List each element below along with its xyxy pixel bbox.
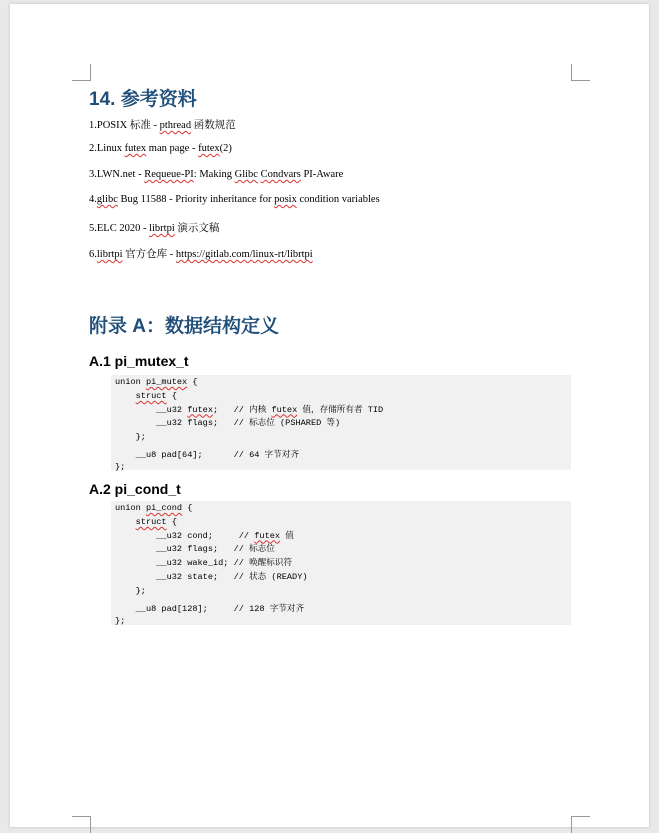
reference-item <box>89 117 236 132</box>
spellcheck-flagged-word: futex <box>198 143 220 154</box>
code-line <box>115 390 571 404</box>
code-line <box>115 543 571 557</box>
document-page <box>10 4 649 827</box>
spellcheck-flagged-word: posix <box>274 194 297 205</box>
reference-number: 4. <box>89 194 97 205</box>
text-run: __u8 pad[64]; // 64 字节对齐 <box>115 449 299 460</box>
text-run: __u8 pad[128]; // 128 字节对齐 <box>115 603 305 614</box>
text-run: 值，存储所有者 TID <box>297 404 384 415</box>
appendix-heading: 附录 A：数据结构定义 <box>89 316 280 337</box>
reference-item <box>89 143 232 154</box>
code-line <box>115 615 571 629</box>
spellcheck-flagged-word: pi_cond <box>145 503 183 513</box>
spellcheck-flagged-word: Condvars <box>260 169 301 180</box>
spellcheck-flagged-word: struct <box>135 516 167 527</box>
crop-mark-top-right <box>571 64 590 81</box>
text-run: POSIX 标准 - <box>96 120 160 131</box>
reference-number: 6. <box>89 249 97 260</box>
text-run: __u32 flags; // 标志位 (PSHARED 等) <box>115 418 341 429</box>
spellcheck-flagged-word: futex <box>254 530 281 541</box>
spellcheck-flagged-word: https://gitlab.com/linux-rt/librtpi <box>175 249 313 260</box>
text-run: union <box>115 377 146 387</box>
text-run: condition variables <box>296 194 380 205</box>
code-line <box>115 445 571 461</box>
text-run: { <box>166 516 177 527</box>
text-run: }; <box>115 615 126 626</box>
text-run: PI-Aware <box>300 169 344 180</box>
reference-number: 5. <box>89 223 97 234</box>
text-run <box>115 517 136 527</box>
code-block-pi-cond <box>111 501 571 625</box>
code-line <box>115 431 571 445</box>
reference-number: 3. <box>89 169 97 180</box>
text-run: LWN.net - <box>96 169 145 180</box>
text-run: __u32 cond; // <box>115 530 255 541</box>
text-run: { <box>187 377 198 387</box>
text-run: __u32 state; // 状态 (READY) <box>115 571 308 582</box>
text-run: 值 <box>280 530 294 541</box>
reference-number: 2. <box>89 143 97 154</box>
text-run: }; <box>115 585 146 596</box>
section-title: 参考资料 <box>120 89 197 110</box>
reference-item <box>89 194 380 205</box>
code-line <box>115 585 571 599</box>
spellcheck-flagged-word: pthread <box>159 120 192 131</box>
reference-item <box>89 220 219 235</box>
text-run: { <box>182 503 193 513</box>
text-run: union <box>115 503 146 513</box>
code-line <box>115 404 571 418</box>
code-line <box>115 516 571 530</box>
spellcheck-flagged-word: futex <box>124 143 147 154</box>
spellcheck-flagged-word: pi_mutex <box>145 377 188 387</box>
text-run: (2) <box>219 143 232 154</box>
code-line <box>115 461 571 475</box>
spellcheck-flagged-word: librtpi <box>149 223 175 234</box>
section-number: 14. <box>89 89 116 110</box>
text-run: ; // 内核 <box>213 404 272 415</box>
text-run: 函数规范 <box>191 120 236 131</box>
reference-item <box>89 169 343 180</box>
text-run: }; <box>115 461 126 472</box>
code-line <box>115 557 571 571</box>
text-run: ELC 2020 - <box>96 223 150 234</box>
text-run: { <box>166 390 177 401</box>
text-run: man page - <box>146 143 199 154</box>
subheading-pi-mutex: A.1 pi_mutex_t <box>89 353 189 369</box>
spellcheck-flagged-word: futex <box>271 404 298 415</box>
crop-mark-bottom-left <box>72 816 91 833</box>
text-run: Linux <box>96 143 125 154</box>
text-run: __u32 <box>115 404 188 415</box>
text-run: __u32 flags; // 标志位 <box>115 544 275 555</box>
text-run: 演示文稿 <box>174 223 220 234</box>
spellcheck-flagged-word: struct <box>135 390 167 401</box>
reference-number: 1. <box>89 120 97 131</box>
code-block-pi-mutex <box>111 375 571 470</box>
code-line <box>115 376 571 390</box>
spellcheck-flagged-word: librtpi <box>96 249 123 260</box>
spellcheck-flagged-word: futex <box>187 404 213 415</box>
text-run: Bug 11588 - Priority inheritance for <box>117 194 275 205</box>
spellcheck-flagged-word: Requeue-PI <box>144 169 194 180</box>
code-line <box>115 571 571 585</box>
text-run: : Making <box>193 169 235 180</box>
crop-mark-top-left <box>72 64 91 81</box>
spellcheck-flagged-word: Glibc <box>234 169 258 180</box>
text-run: 官方仓库 - <box>122 249 176 260</box>
code-line <box>115 530 571 544</box>
code-line <box>115 417 571 431</box>
section-heading-references <box>89 84 197 111</box>
reference-item <box>89 246 313 261</box>
crop-mark-bottom-right <box>571 816 590 833</box>
code-line <box>115 599 571 615</box>
text-run: }; <box>115 432 146 443</box>
code-line <box>115 502 571 516</box>
spellcheck-flagged-word: glibc <box>96 194 118 205</box>
text-run: __u32 wake_id; // 唤醒标识符 <box>115 558 293 569</box>
subheading-pi-cond: A.2 pi_cond_t <box>89 481 181 497</box>
text-run <box>115 391 136 401</box>
